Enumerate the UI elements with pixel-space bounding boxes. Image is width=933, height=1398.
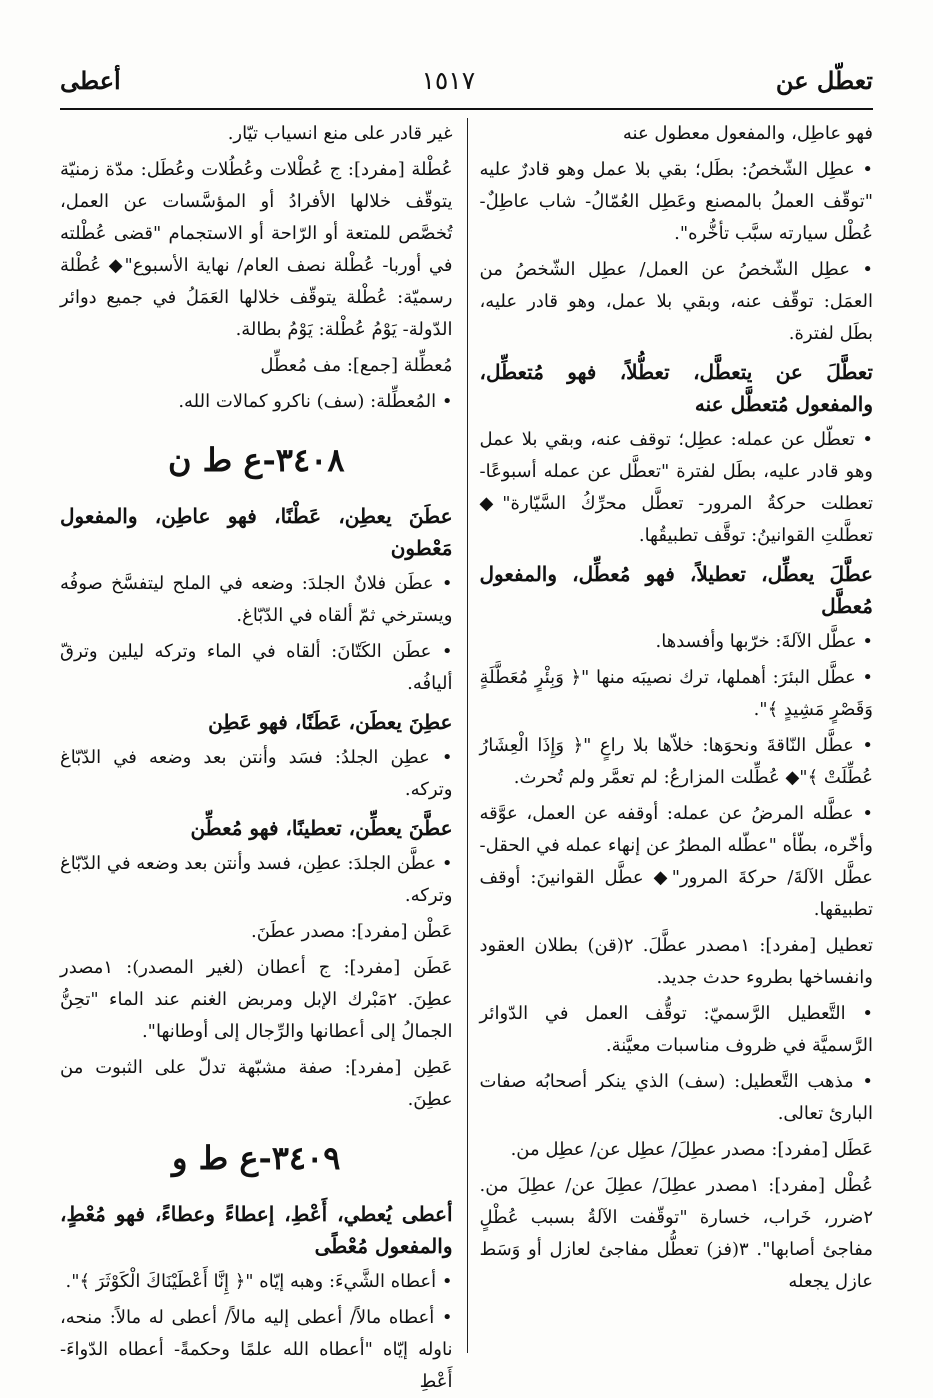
dictionary-entry: • تعطّل عن عمله: عطِل؛ توقف عنه، وبقي بلا عمل وهو قادر عليه، بطَل لفترة "تعطَّل عن عمله أسبوعًا- تعطلت حركةُ المرور- تعطَّل محرِّكُ السَّيّارة"◆ تعطَّلتِ القوانينُ: توقَّف تطبيقُها. (479, 429, 873, 546)
dictionary-entry: • عطَن فلانٌ الجلدَ: وضعه في الملح ليتفسَّخ صوفُه ويسترخي ثمّ ألقاه في الدّبّاغ. (60, 573, 453, 626)
dictionary-entry: • عطَن الكَتّانَ: ألقاه في الماء وتركه ليلين وترقّ أليافُه. (60, 641, 453, 694)
verb-headword: عطِنَ يعطَن، عَطَنًا، فهو عَطِن (208, 710, 453, 734)
dictionary-entry: عُطْلة [مفرد]: ج عُطْلات وعُطُلات وعُطَل: مدّة زمنيّة يتوقّف خلالها الأفرادُ أو المؤسَّسات عن العمل، تُخصَّص للمتعة أو الرّاحة أو الاستجمام "قضى عُطْلته في أوربا- عُطْلة نصف العام/ نهاية الأسبوع"◆ عُطْلة رسميّة: عُطْلة يتوقّف خلالها العَمَلُ في جميع دوائر الدّولة- يَوْمُ عُطْلة: يَوْمُ بطالة. (60, 159, 453, 340)
left-column (60, 118, 467, 1392)
verb-headword: أعطى يُعطي، أَعْطِ، إعطاءً وعطاءً، فهو مُعْطٍ، والمفعول مُعْطًى (60, 1202, 453, 1258)
two-column-body (60, 118, 873, 1392)
dictionary-entry: عَطِن [مفرد]: صفة مشبّهة تدلّ على الثبوت من عطِنَ. (60, 1057, 453, 1110)
page-header (60, 62, 873, 98)
verb-headword: عطَّلَ يعطِّل، تعطيلاً، فهو مُعطِّل، والمفعول مُعطَّل (479, 562, 873, 618)
verb-headword: تعطَّلَ عن يتعطَّل، تعطُّلاً، فهو مُتعطِّل، والمفعول مُتعطَّل عنه (479, 360, 873, 416)
dictionary-entry: • عطَّل البئرَ: أهملها، ترك نصيبَه منها "﴿ وَبِئْرٍ مُعَطَّلَةٍ وَقَصْرٍ مَشِيدٍ ﴾". (479, 667, 873, 720)
root-section-heading: ٣٤٠٩-ع ط و (172, 1139, 341, 1177)
dictionary-entry: • عطَّله المرضُ عن عمله: أوقفه عن العمل، عوَّقه وأخّره، بطّأه "عطّله المطرُ عن إنهاء عمله في الحقل- عطَّل الآلةَ/ حركةَ المرور"◆ عطَّل القوانينَ: أوقف تطبيقها. (479, 803, 873, 920)
right-column (467, 118, 874, 1353)
verb-headword: عطَنَ يعطِن، عَطْنًا، فهو عاطِن، والمفعول مَعْطون (60, 504, 453, 560)
dictionary-entry: • عطِن الجلدُ: فسَد وأنتن بعد وضعه في الدّبّاغ وتركه. (60, 747, 453, 800)
dictionary-entry: • عطِل الشّخصُ عن العمل/ عطِل الشّخصُ من العمَل: توقّف عنه، وبقي بلا عمل، وهو قادر عليه، بطَل لفترة. (479, 259, 873, 344)
dictionary-entry: مُعطِّلة [جمع]: مف مُعطِّل (260, 355, 453, 376)
dictionary-entry: • عطَّل النّاقةَ ونحوَها: خلاّها بلا راعٍ "﴿ وَإِذَا الْعِشَارُ عُطِّلَتْ ﴾"◆ عُطِّلت المزارعُ: لم تعمَّر ولم تُحرث. (479, 735, 873, 788)
dictionary-entry: عُطْل [مفرد]: ١مصدر عطِلَ/ عطِلَ عن/ عطِلَ من. ٢ضرر، خَراب، خسارة "توقّفت الآلةُ بسبب عُطْلٍ مفاجئ أصابها". ٣(فز) تعطُّل مفاجئ لعازل أو وَسَط عازل يجعله (479, 1175, 873, 1292)
dictionary-entry: • مذهب التَّعطيل: (سف) الذي ينكر أصحابُه صفات البارئ تعالى. (479, 1071, 873, 1124)
running-head-left: أعطى (60, 65, 121, 95)
dictionary-entry: فهو عاطِل، والمفعول معطول عنه (622, 123, 873, 144)
dictionary-entry: تعطيل [مفرد]: ١مصدر عطَّلَ. ٢(قن) بطلان العقود وانفساخها بطروء حدث جديد. (479, 935, 873, 988)
header-rule (60, 108, 873, 110)
verb-headword: عطَّنَ يعطِّن، تعطينًا، فهو مُعطِّن (190, 816, 453, 840)
dictionary-entry: • عطِل الشّخصُ: بطَل؛ بقي بلا عمل وهو قادرٌ عليه "توقّف العملُ بالمصنع وعَطِل العُمّالُ- شاب عاطِلٌ- عُطْل سيارته سبَّب تأخُّره". (479, 159, 873, 244)
running-head-right: تعطّل عن (775, 65, 873, 95)
dictionary-entry: عَطَن [مفرد]: ج أعطان (لغير المصدر): ١مصدر عطِنَ. ٢مَبْرك الإبل ومربض الغنم عند الماء "تحِنُّ الجمالُ إلى أعطانها والرِّجال إلى أوطانها". (60, 957, 453, 1042)
dictionary-entry: • عطَّل الآلةَ: خرّبها وأفسدها. (655, 631, 873, 652)
dictionary-entry: عَطْن [مفرد]: مصدر عطَنَ. (251, 921, 453, 942)
dictionary-entry: • أعطاه الشَّيءَ: وهبه إيّاه "﴿ إِنَّا أَعْطَيْنَاكَ الْكَوْثَرَ ﴾". (65, 1271, 453, 1292)
dictionary-entry: • التَّعطيل الرَّسميّ: توقُّف العمل في الدّوائر الرَّسميَّة في ظروف مناسبات معيَّنة. (479, 1003, 873, 1056)
page-number: ١٥١٧ (421, 65, 476, 95)
dictionary-entry: • المُعطِّلة: (سف) ناكرو كمالات الله. (178, 391, 453, 412)
dictionary-entry: غير قادر على منع انسياب تيّار. (227, 123, 453, 144)
root-section-heading: ٣٤٠٨-ع ط ن (168, 441, 345, 479)
dictionary-entry: • عطَّن الجلدَ: عطِن، فسد وأنتن بعد وضعه في الدّبّاغ وتركه. (60, 853, 453, 906)
dictionary-entry: عَطَل [مفرد]: مصدر عطِلَ/ عطِل عن/ عطِل من. (510, 1139, 873, 1160)
dictionary-entry: • أعطاه مالاً/ أعطى إليه مالاً/ أعطى له مالاً: منحه، ناوله إيّاه "أعطاه الله علمًا وحكمةً- أعطاه الدّواءَ- أَعْطِ (60, 1307, 453, 1392)
